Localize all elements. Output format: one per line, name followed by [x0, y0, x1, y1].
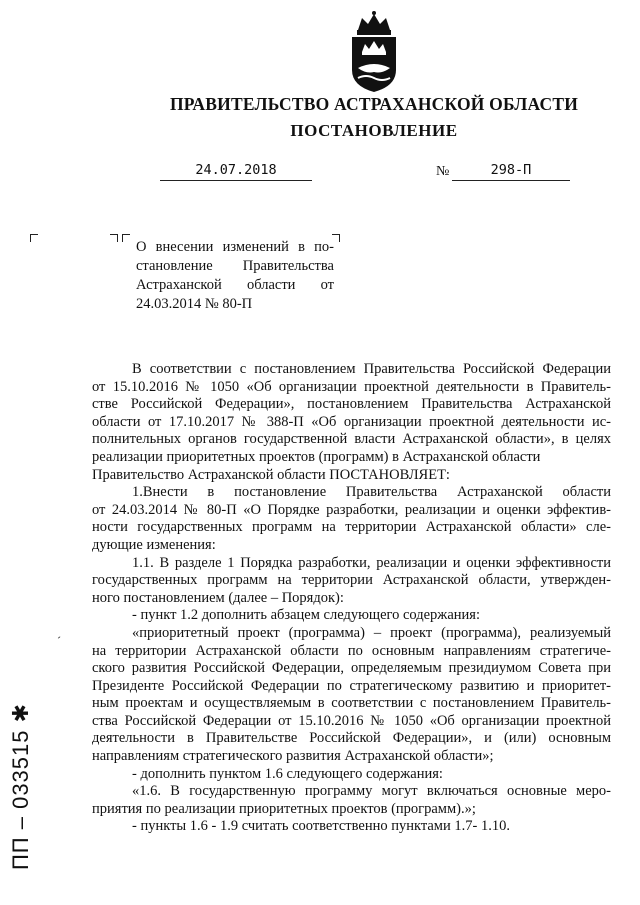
- body-line: 1.1. В разделе 1 Порядка разработки, реализации и оценки эффективности: [132, 554, 611, 571]
- number-underline: [452, 180, 570, 181]
- subject-bracket-left-outer: [110, 234, 118, 242]
- subject-line: 24.03.2014 № 80-П: [136, 296, 253, 312]
- body-line: ства Российской Федерации от 15.10.2016 № 1050 «Об организации проектной: [92, 712, 611, 729]
- body-line: реализации приоритетных проектов (программ) в Астраханской области: [92, 448, 541, 465]
- body-line: от 15.10.2016 № 1050 «Об организации проектной деятельности в Правитель-: [92, 378, 611, 395]
- subject-line: Астраханской области от: [136, 277, 334, 293]
- body-line: приятия по реализации приоритетных проектов (программ).»;: [92, 800, 476, 817]
- subject-bracket-left-inner: [122, 234, 130, 242]
- body-line: - дополнить пунктом 1.6 следующего содержания:: [132, 765, 443, 782]
- document-subject: [136, 238, 334, 314]
- body-line: В соответствии с постановлением Правительства Российской Федерации: [132, 361, 611, 377]
- document-body: [92, 361, 611, 836]
- body-line: государственных программ на территории Астраханской области, утвержден-: [92, 572, 611, 589]
- document-number: 298-П: [490, 162, 532, 178]
- subject-line: становление Правительства: [136, 258, 334, 274]
- body-line: «приоритетный проект (программа) – проект (программа), реализуемый: [132, 624, 611, 641]
- body-line: ным проектам и осуществляемым в соответствии с постановлением Правитель-: [92, 695, 611, 712]
- body-line: направлениям стратегического развития Астраханской области»;: [92, 748, 494, 765]
- body-line: полнительных органов государственной власти Астраханской области», в целях: [92, 431, 611, 448]
- body-line: области от 17.10.2017 № 388-П «Об организации проектной деятельности ис-: [92, 413, 611, 430]
- coat-of-arms-emblem: [344, 10, 404, 94]
- body-line: Президенте Российской Федерации по стратегическому развитию и приоритет-: [92, 677, 611, 694]
- subject-line: О внесении изменений в по-: [136, 239, 334, 255]
- left-margin-bracket: [30, 234, 38, 242]
- body-line: - пункты 1.6 - 1.9 считать соответственно пунктами 1.7- 1.10.: [132, 818, 510, 835]
- body-line: стве Российской Федерации», постановлением Правительства Астраханской: [92, 396, 611, 413]
- body-line: на территории Астраханской области по основным направлениям стратегиче-: [92, 642, 611, 659]
- body-line: 1.Внести в постановление Правительства Астраханской области: [132, 484, 611, 501]
- body-line: - пункт 1.2 дополнить абзацем следующего содержания:: [132, 607, 480, 624]
- body-line: дующие изменения:: [92, 536, 216, 553]
- number-sign: №: [436, 164, 450, 179]
- organization-title: ПРАВИТЕЛЬСТВО АСТРАХАНСКОЙ ОБЛАСТИ: [169, 94, 579, 114]
- body-line: «1.6. В государственную программу могут включаться основные меро-: [132, 783, 611, 800]
- body-line: деятельности в Правительстве Российской Федерации», и (или) основным: [92, 730, 611, 747]
- document-type-title: ПОСТАНОВЛЕНИЕ: [290, 121, 458, 140]
- document-date: 24.07.2018: [195, 162, 277, 178]
- body-line: ского развития Российской Федерации, определяемым президиумом Совета при: [92, 660, 611, 677]
- body-line: ности государственных программ на территории Астраханской области» сле-: [92, 519, 611, 536]
- body-line: от 24.03.2014 № 80-П «О Порядке разработки, реализации и оценки эффектив-: [92, 501, 611, 518]
- side-serial-stamp: ПП – 033515 ✱: [8, 702, 33, 870]
- date-underline: [160, 180, 312, 181]
- stray-mark: ˊ: [57, 634, 61, 648]
- body-line: ного постановлением (далее – Порядок):: [92, 589, 344, 606]
- body-line: Правительство Астраханской области ПОСТАНОВЛЯЕТ:: [92, 466, 450, 483]
